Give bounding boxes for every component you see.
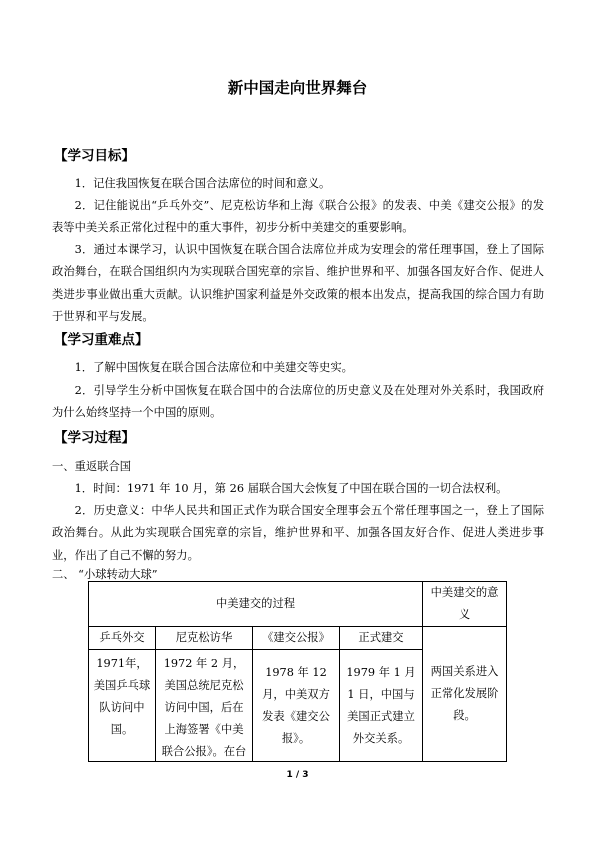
column-header-pingpong: 乒乓外交	[89, 627, 156, 650]
meaning-header-cell: 中美建交的意义	[423, 582, 507, 627]
process-heading: 【学习过程】	[54, 430, 135, 446]
cell-communique: 1978 年 12 月，中美双方发表《建交公报》。	[253, 650, 340, 762]
key-point-item-1: 1．了解中国恢复在联合国合法席位和中美建交等史实。	[74, 361, 353, 374]
cell-nixon-visit	[156, 650, 253, 762]
part1-title: 一、重返联合国	[52, 460, 132, 473]
column-header-nixon-visit: 尼克松访华	[156, 627, 253, 650]
page-title: 新中国走向世界舞台	[227, 79, 368, 97]
key-point-item-2: 2．引导学生分析中国恢复在联合国中的合法席位的历史意义及在处理对外关系时，我国政府为什么始终坚持一个中国的原则。	[52, 384, 544, 420]
goal-item-2: 2．记住能说出“乒乓外交”、尼克松访华和上海《联合公报》的发表、中美《建交公报》的发表等中美关系正常化过程中的重大事件，初步分析中美建交的重要影响。	[52, 199, 544, 235]
page-number: 1 / 3	[286, 770, 309, 780]
cell-pingpong-text: 1971年，美国乒乓球队访问中国。	[93, 657, 151, 736]
process-header-cell: 中美建交的过程	[89, 582, 423, 627]
cell-nixon-visit-text: 1972 年 2 月，美国总统尼克松访问中国，后在上海签署《中美联合公报》。在台	[161, 657, 247, 758]
sino-us-relations-table	[88, 581, 507, 762]
key-points-heading: 【学习重难点】	[54, 332, 149, 348]
goals-heading: 【学习目标】	[54, 148, 135, 164]
column-header-communique: 《建交公报》	[253, 627, 340, 650]
goal-item-3: 3．通过本课学习，认识中国恢复在联合国合法席位并成为安理会的常任理事国，登上了国际政治舞台，在联合国组织内为实现联合国宪章的宗旨、维护世界和平、加强各国友好合作、促进人类进步事业做出重大贡献。认识维护国家利益是外交政策的根本出发点，提高我国的综合国力有助于世界和平与发展。	[52, 243, 544, 324]
part1-item-1: 1．时间：1971 年 10 月，第 26 届联合国大会恢复了中国在联合国的一切合法权利。	[74, 482, 508, 495]
goal-item-1: 1．记住我国恢复在联合国合法席位的时间和意义。	[74, 177, 331, 190]
meaning-cell: 两国关系进入正常化发展阶段。	[423, 627, 507, 762]
part1-item-2: 2．历史意义：中华人民共和国正式作为联合国安全理事会五个常任理事国之一，登上了国际政治舞台。从此为实现联合国宪章的宗旨，维护世界和平、加强各国友好合作、促进人类进步事业，作出了自己不懈的努力。	[52, 504, 544, 562]
column-header-formal-ties: 正式建交	[340, 627, 423, 650]
cell-pingpong	[89, 650, 156, 762]
cell-formal-ties: 1979 年 1 月 1 日，中国与美国正式建立外交关系。	[340, 650, 423, 762]
part2-title: 二、 “小球转动大球”	[52, 568, 158, 581]
